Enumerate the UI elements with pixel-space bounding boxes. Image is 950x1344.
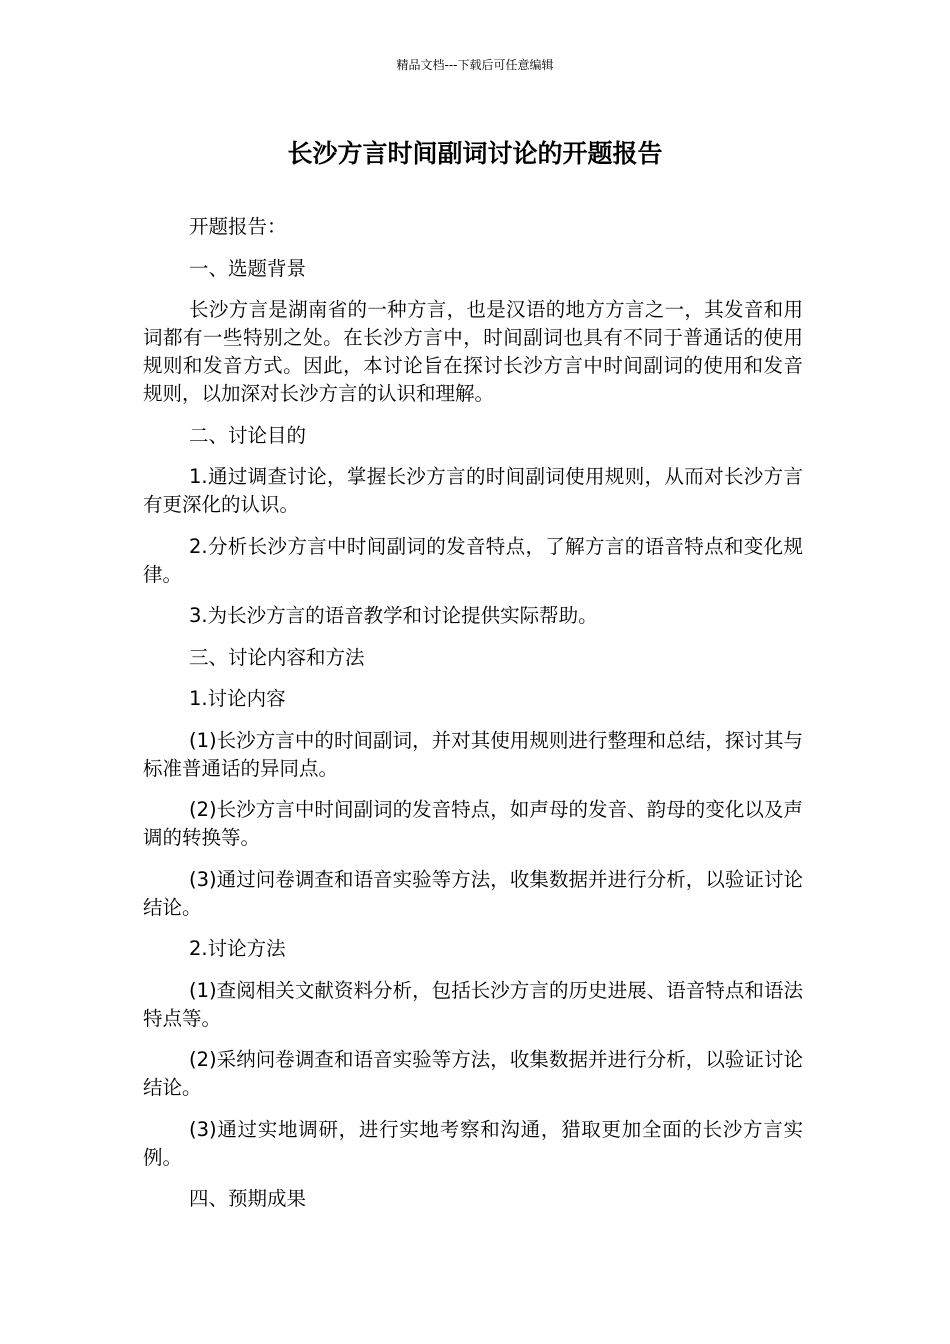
page-header: 精品文档---下载后可任意编辑 [396, 58, 554, 72]
paragraph-purpose-3: 3.为长沙方言的语音教学和讨论提供实际帮助。 [189, 604, 598, 627]
paragraph-intro-label: 开题报告： [189, 215, 287, 238]
section-heading-content-method: 三、讨论内容和方法 [189, 645, 365, 669]
document-body [143, 213, 803, 1227]
document-title: 长沙方言时间副词讨论的开题报告 [287, 139, 663, 168]
paragraph-content-3: (3)通过问卷调查和语音实验等方法，收集数据并进行分析，以验证讨论结论。 [143, 867, 803, 919]
paragraph-background: 长沙方言是湖南省的一种方言，也是汉语的地方方言之一，其发音和用词都有一些特别之处。在长沙方言中，时间副词也具有不同于普通话的使用规则和发音方式。因此，本讨论旨在探讨长沙方言中时间副词的使用和发音规则，以加深对长沙方言的认识和理解。 [143, 298, 803, 405]
subheading-content: 1.讨论内容 [189, 687, 286, 710]
section-heading-purpose: 二、讨论目的 [189, 423, 307, 447]
paragraph-method-2: (2)采纳问卷调查和语音实验等方法，收集数据并进行分析，以验证讨论结论。 [143, 1048, 803, 1099]
paragraph-content-1: (1)长沙方言中的时间副词，并对其使用规则进行整理和总结，探讨其与标准普通话的异同点。 [143, 728, 803, 780]
paragraph-purpose-2: 2.分析长沙方言中时间副词的发音特点，了解方言的语音特点和变化规律。 [143, 534, 803, 586]
paragraph-method-3: (3)通过实地调研，进行实地考察和沟通，猎取更加全面的长沙方言实例。 [143, 1117, 803, 1169]
paragraph-purpose-1: 1.通过调查讨论，掌握长沙方言的时间副词使用规则，从而对长沙方言有更深化的认识。 [143, 465, 803, 516]
subheading-method: 2.讨论方法 [189, 937, 286, 960]
section-heading-expected-results: 四、预期成果 [189, 1187, 307, 1210]
section-heading-background: 一、选题背景 [189, 256, 307, 280]
paragraph-content-2: (2)长沙方言中时间副词的发音特点，如声母的发音、韵母的变化以及声调的转换等。 [143, 798, 803, 849]
paragraph-method-1: (1)查阅相关文献资料分析，包括长沙方言的历史进展、语音特点和语法特点等。 [143, 978, 803, 1030]
